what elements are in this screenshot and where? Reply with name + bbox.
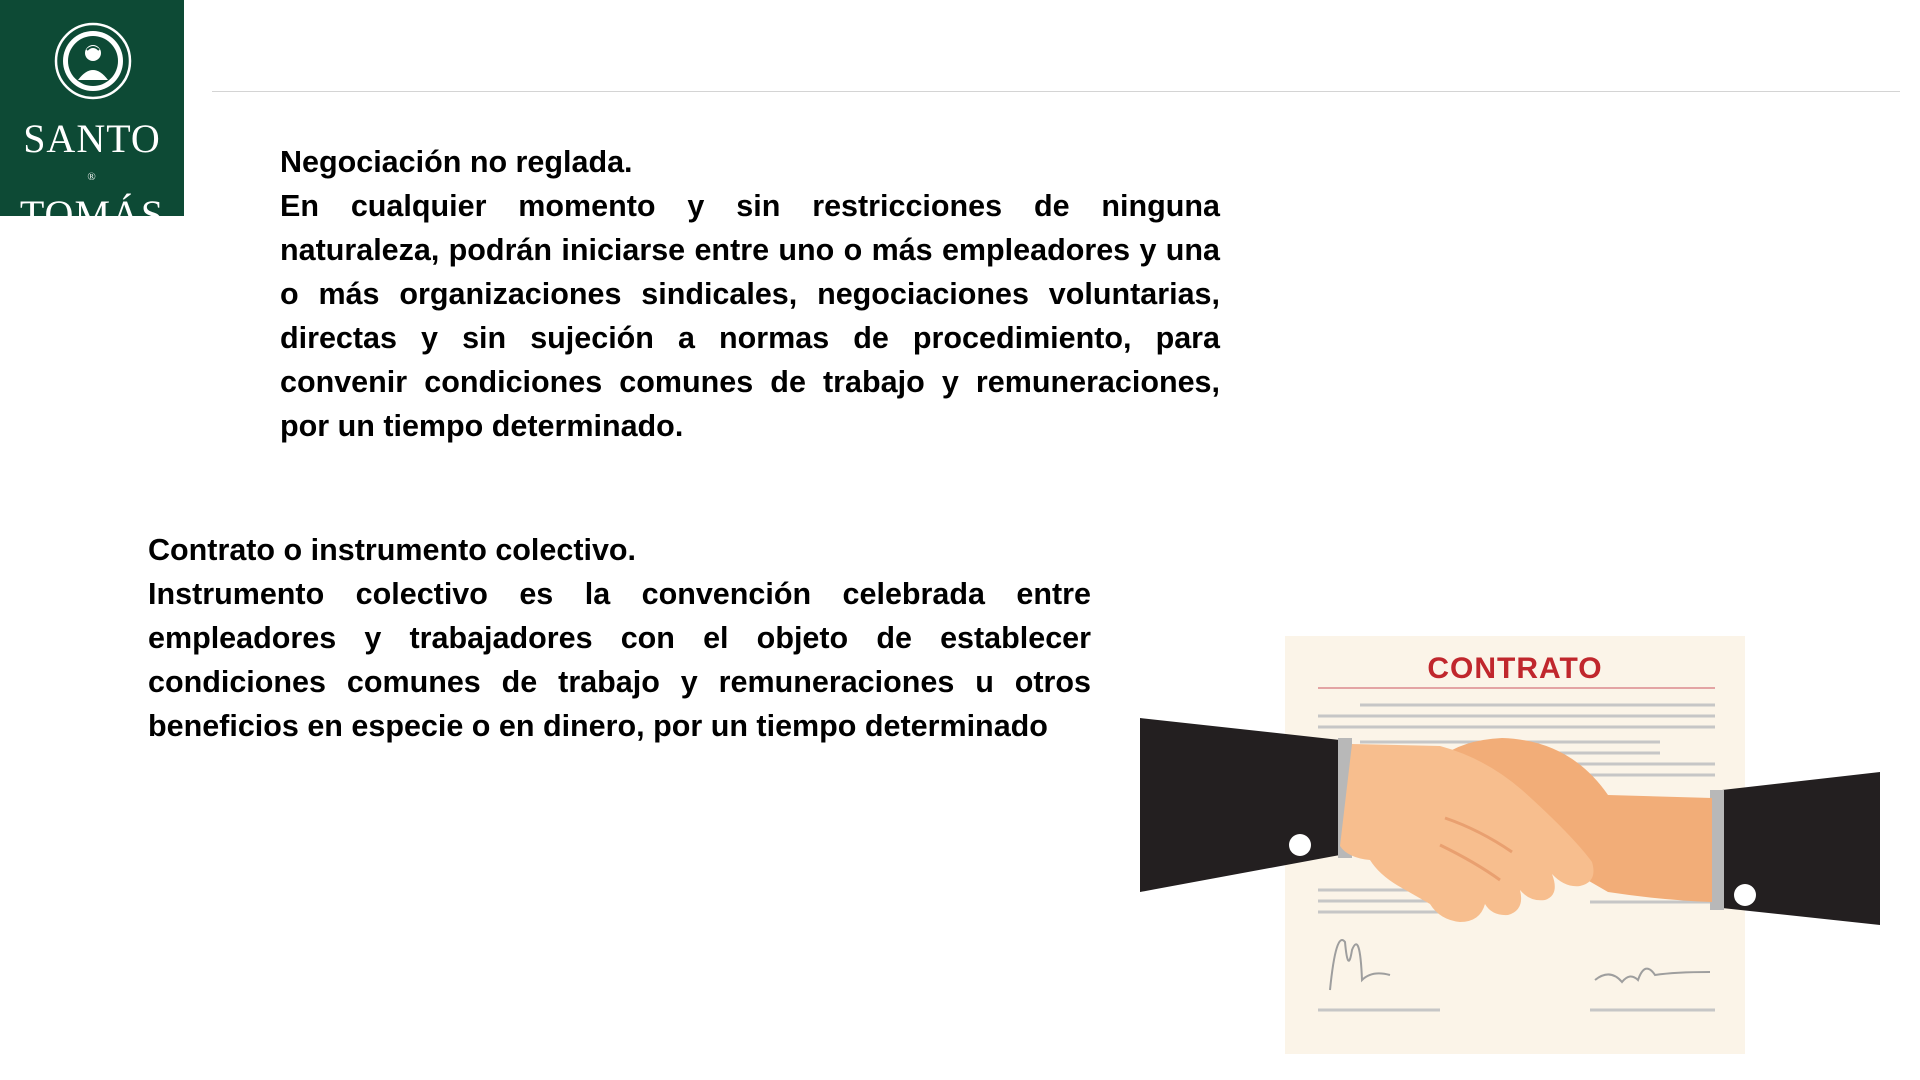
brand-name-line-1: SANTO [23, 116, 161, 161]
left-cufflink [1289, 834, 1311, 856]
section-heading: Negociación no reglada. [280, 145, 633, 179]
section-negociacion [280, 140, 1220, 448]
section-heading: Contrato o instrumento colectivo. [148, 533, 637, 567]
right-cuff [1710, 790, 1724, 910]
brand-name [0, 116, 184, 237]
contract-title: CONTRATO [1427, 652, 1603, 685]
brand-name-line-2: TOMÁS [19, 192, 165, 237]
section-contrato [148, 528, 1091, 748]
santo-tomas-seal-icon [54, 22, 132, 100]
section-body: Instrumento colectivo es la convención celebrada entre empleadores y trabajadores con el objeto de establecer condiciones comunes de trabajo y remuneraciones u otros beneficios en especie o en dinero, por un tiempo determinado [148, 577, 1091, 743]
registered-mark: ® [87, 171, 97, 183]
header-divider [212, 91, 1900, 92]
brand-logo [0, 0, 184, 237]
handshake-contract-icon [1140, 630, 1880, 1060]
section-body: En cualquier momento y sin restricciones de ninguna naturaleza, podrán iniciarse entre uno o más empleadores y una o más organizaciones sindicales, negociaciones voluntarias, directas y sin sujeción a normas de procedimiento, para convenir condiciones comunes de trabajo y remuneraciones, por un tiempo determinado. [280, 189, 1220, 443]
right-cufflink [1734, 884, 1756, 906]
